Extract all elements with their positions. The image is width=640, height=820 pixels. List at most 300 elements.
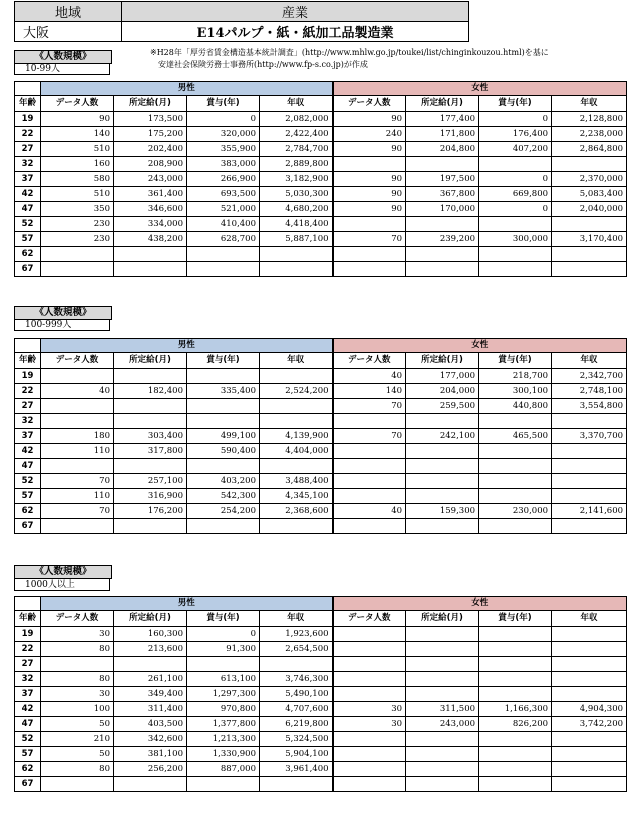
female-cell	[406, 672, 479, 687]
wage-table	[14, 338, 627, 534]
female-cell: 300,100	[479, 384, 552, 399]
female-cell	[333, 489, 406, 504]
female-cell	[479, 474, 552, 489]
female-cell: 70	[333, 399, 406, 414]
male-cell: 160,300	[114, 627, 187, 642]
female-cell: 230,000	[479, 504, 552, 519]
male-cell: 303,400	[114, 429, 187, 444]
table-row	[15, 262, 627, 277]
female-cell	[406, 157, 479, 172]
table-row	[15, 127, 627, 142]
male-cell: 70	[41, 474, 114, 489]
female-cell	[333, 519, 406, 534]
column-header: 所定給(月)	[114, 353, 187, 369]
female-cell: 197,500	[406, 172, 479, 187]
age-cell: 19	[15, 627, 41, 642]
female-cell	[552, 247, 627, 262]
age-cell: 67	[15, 777, 41, 792]
female-cell: 90	[333, 112, 406, 127]
female-cell: 70	[333, 232, 406, 247]
male-cell: 4,680,200	[260, 202, 333, 217]
female-cell: 40	[333, 369, 406, 384]
male-cell: 3,961,400	[260, 762, 333, 777]
male-cell	[114, 519, 187, 534]
male-cell	[260, 459, 333, 474]
female-cell	[479, 262, 552, 277]
table-row	[15, 112, 627, 127]
male-cell	[114, 399, 187, 414]
male-cell: 210	[41, 732, 114, 747]
table-row	[15, 489, 627, 504]
female-cell: 242,100	[406, 429, 479, 444]
age-cell: 67	[15, 519, 41, 534]
male-cell: 383,000	[187, 157, 260, 172]
male-cell: 4,418,400	[260, 217, 333, 232]
column-header: 賞与(年)	[187, 96, 260, 112]
female-header: 女性	[333, 597, 627, 611]
male-cell: 140	[41, 127, 114, 142]
female-cell: 218,700	[479, 369, 552, 384]
female-cell: 243,000	[406, 717, 479, 732]
female-cell: 177,000	[406, 369, 479, 384]
age-cell: 47	[15, 202, 41, 217]
female-cell: 204,000	[406, 384, 479, 399]
table-row	[15, 762, 627, 777]
male-cell: 70	[41, 504, 114, 519]
male-cell: 90	[41, 112, 114, 127]
male-cell: 2,524,200	[260, 384, 333, 399]
male-cell: 3,182,900	[260, 172, 333, 187]
male-cell: 230	[41, 217, 114, 232]
male-cell: 160	[41, 157, 114, 172]
male-cell: 50	[41, 747, 114, 762]
male-cell	[260, 369, 333, 384]
size-label: 《人数規模》	[14, 306, 112, 320]
column-header: 年収	[552, 96, 627, 112]
table-row	[15, 459, 627, 474]
female-cell	[406, 777, 479, 792]
female-cell: 90	[333, 187, 406, 202]
table-row	[15, 429, 627, 444]
female-cell: 2,342,700	[552, 369, 627, 384]
age-header: 年齢	[15, 611, 41, 627]
male-cell: 510	[41, 187, 114, 202]
age-cell: 62	[15, 247, 41, 262]
male-cell	[114, 657, 187, 672]
table-row	[15, 519, 627, 534]
male-cell: 5,490,100	[260, 687, 333, 702]
table-row	[15, 657, 627, 672]
female-cell: 3,554,800	[552, 399, 627, 414]
female-cell	[333, 262, 406, 277]
female-cell: 311,500	[406, 702, 479, 717]
male-cell: 30	[41, 687, 114, 702]
column-header: 賞与(年)	[187, 611, 260, 627]
column-header: 賞与(年)	[479, 611, 552, 627]
female-cell: 300,000	[479, 232, 552, 247]
male-cell: 5,030,300	[260, 187, 333, 202]
age-cell: 27	[15, 142, 41, 157]
region-value: 大阪	[15, 22, 122, 42]
male-cell: 693,500	[187, 187, 260, 202]
male-cell: 1,213,300	[187, 732, 260, 747]
male-cell: 361,400	[114, 187, 187, 202]
female-cell	[333, 687, 406, 702]
female-cell: 140	[333, 384, 406, 399]
female-cell: 2,748,100	[552, 384, 627, 399]
male-cell: 202,400	[114, 142, 187, 157]
female-cell	[479, 732, 552, 747]
male-cell: 4,139,900	[260, 429, 333, 444]
table-row	[15, 672, 627, 687]
table-row	[15, 369, 627, 384]
female-cell	[333, 474, 406, 489]
age-cell: 47	[15, 459, 41, 474]
female-cell: 2,128,800	[552, 112, 627, 127]
male-cell: 256,200	[114, 762, 187, 777]
age-cell: 52	[15, 732, 41, 747]
age-cell: 47	[15, 717, 41, 732]
male-cell: 510	[41, 142, 114, 157]
female-cell	[552, 747, 627, 762]
male-cell	[41, 519, 114, 534]
male-cell: 335,400	[187, 384, 260, 399]
female-cell	[479, 747, 552, 762]
age-cell: 37	[15, 687, 41, 702]
age-cell: 57	[15, 232, 41, 247]
female-cell	[479, 459, 552, 474]
region-label: 地域	[15, 2, 122, 22]
female-cell	[479, 762, 552, 777]
column-header: 所定給(月)	[406, 96, 479, 112]
table-row	[15, 384, 627, 399]
male-cell: 3,746,300	[260, 672, 333, 687]
male-cell: 110	[41, 444, 114, 459]
male-cell	[114, 777, 187, 792]
female-cell	[552, 672, 627, 687]
male-cell: 50	[41, 717, 114, 732]
male-cell: 6,219,800	[260, 717, 333, 732]
female-cell: 90	[333, 172, 406, 187]
table-row	[15, 504, 627, 519]
table-row	[15, 717, 627, 732]
female-cell: 465,500	[479, 429, 552, 444]
male-cell	[187, 657, 260, 672]
male-cell	[187, 399, 260, 414]
column-header: データ人数	[41, 611, 114, 627]
age-cell: 32	[15, 672, 41, 687]
table-row	[15, 142, 627, 157]
male-cell: 590,400	[187, 444, 260, 459]
male-cell: 40	[41, 384, 114, 399]
female-cell	[333, 672, 406, 687]
female-cell	[552, 217, 627, 232]
male-cell: 110	[41, 489, 114, 504]
female-cell	[333, 642, 406, 657]
column-header: 所定給(月)	[114, 96, 187, 112]
column-header: 賞与(年)	[187, 353, 260, 369]
female-cell: 0	[479, 112, 552, 127]
source-note	[150, 47, 549, 71]
male-cell	[187, 414, 260, 429]
age-cell: 22	[15, 384, 41, 399]
female-cell	[479, 414, 552, 429]
male-cell: 499,100	[187, 429, 260, 444]
female-cell: 30	[333, 717, 406, 732]
female-cell	[552, 459, 627, 474]
male-cell	[41, 657, 114, 672]
female-cell	[406, 217, 479, 232]
male-cell: 311,400	[114, 702, 187, 717]
age-cell: 32	[15, 157, 41, 172]
female-cell	[406, 687, 479, 702]
female-cell	[406, 762, 479, 777]
male-cell	[41, 777, 114, 792]
female-cell	[552, 687, 627, 702]
male-cell: 521,000	[187, 202, 260, 217]
female-cell	[552, 657, 627, 672]
male-cell	[260, 414, 333, 429]
male-cell	[187, 519, 260, 534]
female-cell	[406, 627, 479, 642]
male-cell	[260, 657, 333, 672]
female-cell	[552, 157, 627, 172]
female-cell	[552, 444, 627, 459]
table-row	[15, 474, 627, 489]
female-header: 女性	[333, 82, 627, 96]
age-cell: 19	[15, 112, 41, 127]
age-cell: 57	[15, 747, 41, 762]
female-cell	[552, 762, 627, 777]
male-cell: 0	[187, 112, 260, 127]
female-cell	[479, 672, 552, 687]
female-cell	[406, 642, 479, 657]
male-cell	[41, 459, 114, 474]
column-header: データ人数	[333, 611, 406, 627]
male-cell: 261,100	[114, 672, 187, 687]
age-head-spacer	[15, 339, 41, 353]
size-value: 1000人以上	[14, 579, 110, 591]
male-cell	[114, 414, 187, 429]
female-cell: 0	[479, 202, 552, 217]
female-cell: 240	[333, 127, 406, 142]
female-cell: 170,000	[406, 202, 479, 217]
male-cell: 5,324,500	[260, 732, 333, 747]
female-cell	[406, 519, 479, 534]
female-cell	[333, 762, 406, 777]
table-row	[15, 232, 627, 247]
male-header: 男性	[41, 82, 333, 96]
male-cell: 175,200	[114, 127, 187, 142]
female-cell: 2,040,000	[552, 202, 627, 217]
male-cell: 342,600	[114, 732, 187, 747]
female-cell	[479, 627, 552, 642]
male-cell	[114, 459, 187, 474]
male-cell: 208,900	[114, 157, 187, 172]
male-cell	[187, 777, 260, 792]
age-cell: 62	[15, 504, 41, 519]
female-cell	[552, 489, 627, 504]
male-cell	[187, 459, 260, 474]
female-cell	[406, 732, 479, 747]
male-cell	[114, 262, 187, 277]
male-cell: 100	[41, 702, 114, 717]
age-cell: 62	[15, 762, 41, 777]
female-cell: 2,238,000	[552, 127, 627, 142]
female-cell: 367,800	[406, 187, 479, 202]
table-row	[15, 399, 627, 414]
female-cell	[406, 657, 479, 672]
female-cell	[333, 414, 406, 429]
age-cell: 19	[15, 369, 41, 384]
male-cell	[41, 262, 114, 277]
female-cell: 171,800	[406, 127, 479, 142]
male-cell: 316,900	[114, 489, 187, 504]
male-cell: 230	[41, 232, 114, 247]
wage-table	[14, 596, 627, 792]
male-cell: 628,700	[187, 232, 260, 247]
table-row	[15, 247, 627, 262]
female-cell: 176,400	[479, 127, 552, 142]
age-cell: 67	[15, 262, 41, 277]
age-header: 年齢	[15, 353, 41, 369]
male-cell: 176,200	[114, 504, 187, 519]
female-cell: 159,300	[406, 504, 479, 519]
table-row	[15, 702, 627, 717]
male-cell: 349,400	[114, 687, 187, 702]
male-cell: 2,654,500	[260, 642, 333, 657]
female-cell	[552, 777, 627, 792]
male-cell: 355,900	[187, 142, 260, 157]
male-cell: 2,082,000	[260, 112, 333, 127]
female-cell: 90	[333, 142, 406, 157]
male-cell: 80	[41, 642, 114, 657]
male-cell: 91,300	[187, 642, 260, 657]
female-cell	[479, 157, 552, 172]
male-cell: 4,345,100	[260, 489, 333, 504]
female-cell	[479, 657, 552, 672]
age-header: 年齢	[15, 96, 41, 112]
female-cell: 259,500	[406, 399, 479, 414]
female-cell	[333, 777, 406, 792]
male-cell: 2,784,700	[260, 142, 333, 157]
male-cell	[260, 519, 333, 534]
female-cell	[552, 474, 627, 489]
wage-table	[14, 81, 627, 277]
column-header: データ人数	[41, 353, 114, 369]
male-cell: 350	[41, 202, 114, 217]
male-cell: 381,100	[114, 747, 187, 762]
female-cell: 204,800	[406, 142, 479, 157]
male-cell: 403,200	[187, 474, 260, 489]
male-cell: 80	[41, 762, 114, 777]
table-row	[15, 157, 627, 172]
female-cell: 4,904,300	[552, 702, 627, 717]
male-cell: 180	[41, 429, 114, 444]
male-cell: 410,400	[187, 217, 260, 232]
female-cell: 30	[333, 702, 406, 717]
male-cell: 4,707,600	[260, 702, 333, 717]
female-cell	[406, 414, 479, 429]
male-cell: 613,100	[187, 672, 260, 687]
male-cell: 1,297,300	[187, 687, 260, 702]
male-cell	[187, 262, 260, 277]
female-cell: 3,370,700	[552, 429, 627, 444]
male-cell: 346,600	[114, 202, 187, 217]
male-cell: 403,500	[114, 717, 187, 732]
male-header: 男性	[41, 339, 333, 353]
male-header: 男性	[41, 597, 333, 611]
age-cell: 57	[15, 489, 41, 504]
male-cell	[260, 777, 333, 792]
female-cell	[552, 732, 627, 747]
female-cell: 177,400	[406, 112, 479, 127]
male-cell: 542,300	[187, 489, 260, 504]
female-cell	[333, 627, 406, 642]
female-cell	[479, 777, 552, 792]
male-cell	[41, 247, 114, 262]
male-cell: 334,000	[114, 217, 187, 232]
column-header: 所定給(月)	[406, 353, 479, 369]
female-cell: 3,170,400	[552, 232, 627, 247]
male-cell: 2,889,800	[260, 157, 333, 172]
male-cell: 1,377,800	[187, 717, 260, 732]
table-row	[15, 217, 627, 232]
female-cell: 669,800	[479, 187, 552, 202]
male-cell: 1,330,900	[187, 747, 260, 762]
female-cell	[479, 687, 552, 702]
male-cell	[260, 247, 333, 262]
table-row	[15, 747, 627, 762]
male-cell: 580	[41, 172, 114, 187]
male-cell: 182,400	[114, 384, 187, 399]
male-cell	[260, 262, 333, 277]
female-cell: 90	[333, 202, 406, 217]
female-cell	[333, 732, 406, 747]
table-row	[15, 642, 627, 657]
age-cell: 22	[15, 642, 41, 657]
female-cell	[552, 519, 627, 534]
female-cell: 1,166,300	[479, 702, 552, 717]
column-header: データ人数	[333, 96, 406, 112]
column-header: 年収	[552, 353, 627, 369]
male-cell	[114, 369, 187, 384]
male-cell: 213,600	[114, 642, 187, 657]
column-header: 賞与(年)	[479, 96, 552, 112]
size-label: 《人数規模》	[14, 50, 112, 64]
female-cell	[333, 217, 406, 232]
age-head-spacer	[15, 597, 41, 611]
male-cell: 257,100	[114, 474, 187, 489]
female-cell	[479, 519, 552, 534]
male-cell	[41, 399, 114, 414]
female-cell	[479, 642, 552, 657]
header-table	[14, 1, 469, 42]
table-row	[15, 687, 627, 702]
source-note-line1: ※H28年「厚労省賃金構造基本統計調査」(http://www.mhlw.go.jp/toukei/list/chinginkouzou.html)を基に	[150, 48, 549, 57]
female-cell: 407,200	[479, 142, 552, 157]
age-cell: 52	[15, 217, 41, 232]
male-cell: 266,900	[187, 172, 260, 187]
male-cell: 2,422,400	[260, 127, 333, 142]
female-cell: 5,083,400	[552, 187, 627, 202]
male-cell: 243,000	[114, 172, 187, 187]
male-cell	[41, 369, 114, 384]
female-cell	[406, 459, 479, 474]
male-cell: 1,923,600	[260, 627, 333, 642]
female-cell	[333, 747, 406, 762]
female-cell: 2,864,800	[552, 142, 627, 157]
